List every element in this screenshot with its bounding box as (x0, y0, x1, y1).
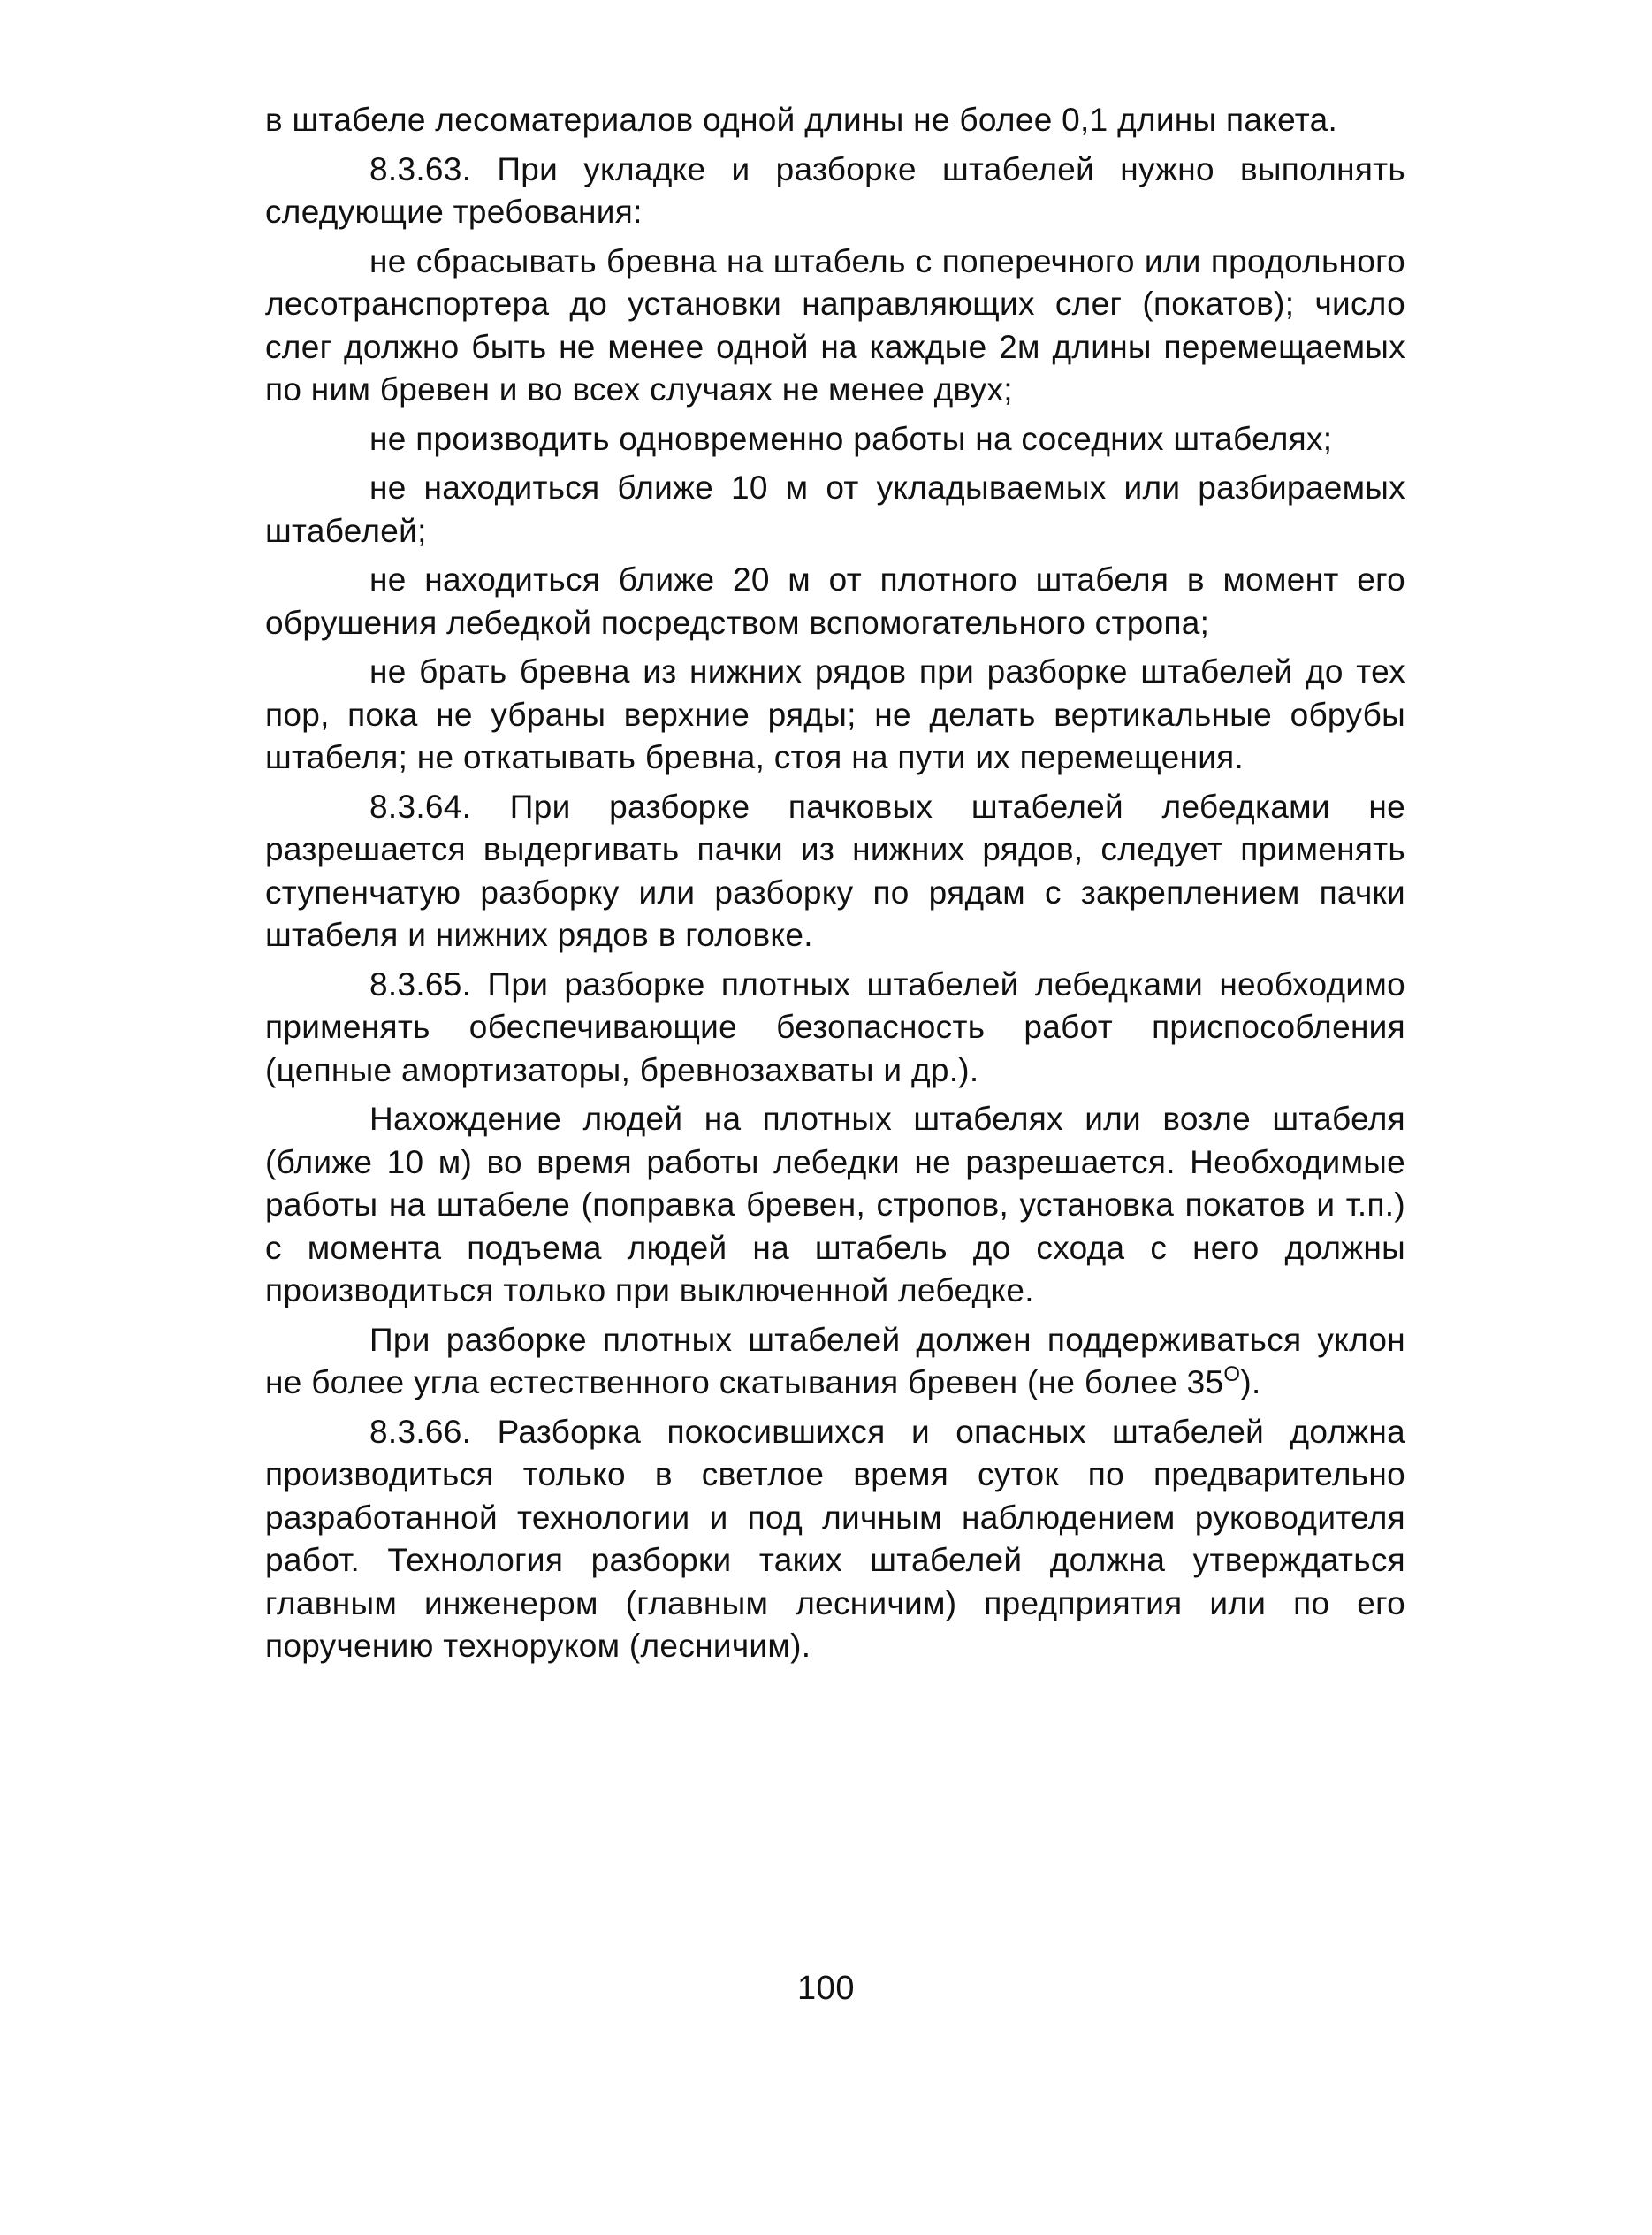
slope-text-tail: ). (1240, 1364, 1261, 1400)
slope-text: При разборке плотных штабелей должен поддерживаться уклон не более угла естественного скатывания бревен (не более 35 (265, 1321, 1405, 1400)
requirement-item: не находиться ближе 20 м от плотного штабеля в момент его обрушения лебедкой посредством вспомогательного стропа; (265, 561, 1405, 641)
page-number: 100 (797, 1970, 855, 2007)
requirement-item: не брать бревна из нижних рядов при разборке штабелей до тех пор, пока не убраны верхние ряды; не делать вертикальные обрубы штабеля; не откатывать бревна, стоя на пути их перемещения. (265, 653, 1405, 775)
degree-superscript: О (1223, 1362, 1241, 1386)
document-page (265, 99, 1405, 1674)
requirement-item: не сбрасывать бревна на штабель с поперечного или продольного лесотранспортера до установки направляющих слег (покатов); число слег должно быть не менее одной на каждые 2м длины перемещаемых по ним бревен и во всех случаях не менее двух; (265, 242, 1405, 408)
paragraph-continuation: в штабеле лесоматериалов одной длины не более 0,1 длины пакета. (265, 102, 1338, 138)
paragraph-8-3-63: 8.3.63. При укладке и разборке штабелей нужно выполнять следующие требования: (265, 150, 1405, 230)
paragraph-8-3-66: 8.3.66. Разборка покосившихся и опасных штабелей должна производиться только в светлое время суток по предварительно разработанной технологии и под личным наблюдением руководителя работ. Технология разборки таких штабелей должна утверждаться главным инженером (главным лесничим) предприятия или по его поручению техноруком (лесничим). (265, 1413, 1405, 1664)
paragraph-8-3-65: 8.3.65. При разборке плотных штабелей лебедками необходимо применять обеспечивающие безопасность работ приспособления (цепные амортизаторы, бревнозахваты и др.). (265, 965, 1405, 1088)
requirement-item: не производить одновременно работы на соседних штабелях; (369, 420, 1333, 457)
paragraph-8-3-64: 8.3.64. При разборке пачковых штабелей лебедками не разрешается выдергивать пачки из нижних рядов, следует применять ступенчатую разборку или разборку по рядам с закреплением пачки штабеля и нижних рядов в головке. (265, 788, 1405, 953)
paragraph-8-3-65-people: Нахождение людей на плотных штабелях или возле штабеля (ближе 10 м) во время работы лебедки не разрешается. Необходимые работы на штабеле (поправка бревен, стропов, установка покатов и т.п.) с момента подъема людей на штабель до схода с него должны производиться только при выключенной лебедке. (265, 1101, 1405, 1308)
requirement-item: не находиться ближе 10 м от укладываемых или разбираемых штабелей; (265, 469, 1405, 549)
paragraph-8-3-65-slope (265, 1319, 1405, 1405)
